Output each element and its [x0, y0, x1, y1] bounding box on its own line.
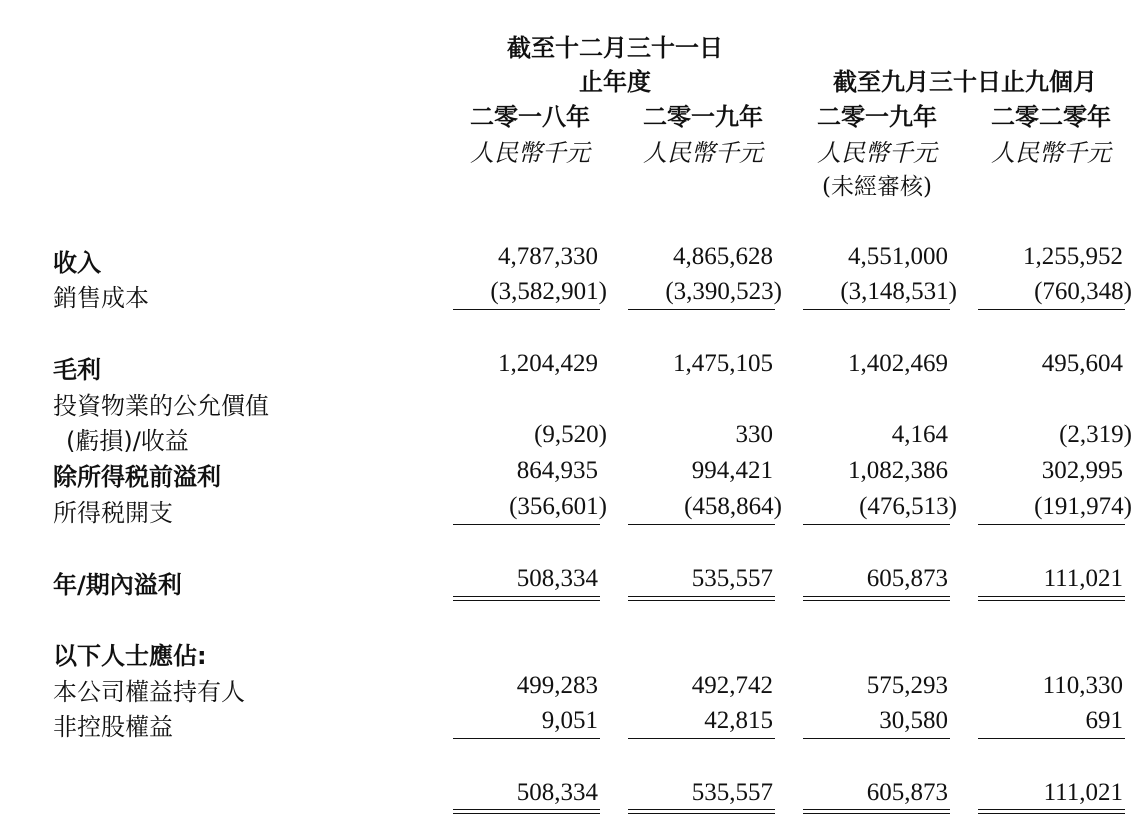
header-year-ended-line1: 截至十二月三十一日 [507, 34, 723, 62]
header-unit-col3: 人民幣千元 [817, 139, 937, 167]
row-label-income-tax: 所得税開支 [53, 499, 173, 527]
cell-revenue-2019b: 4,551,000 [848, 243, 948, 270]
cell-equity-2019a: 492,742 [691, 672, 773, 699]
row-label-profit-before-tax: 除所得税前溢利 [53, 463, 221, 491]
total-double-rule [978, 809, 1125, 814]
header-nine-months: 截至九月三十日止九個月 [833, 68, 1097, 96]
cell-equity-2020: 110,330 [1042, 672, 1123, 699]
cell-gross-2020: 495,604 [1041, 350, 1123, 377]
subtotal-rule [453, 738, 600, 739]
cell-fv-2019a: 330 [735, 421, 773, 448]
total-double-rule [628, 596, 775, 601]
cell-nci-2018: 9,051 [541, 707, 598, 734]
header-year-ended-line2: 止年度 [579, 68, 651, 96]
row-label-loss-gain: (虧損)/收益 [66, 427, 189, 455]
cell-tax-2018: (356,601) [509, 493, 607, 520]
header-unit-col4: 人民幣千元 [991, 139, 1111, 167]
header-year-2020: 二零二零年 [991, 103, 1111, 131]
subtotal-rule [628, 309, 775, 310]
cell-gross-2019b: 1,402,469 [848, 350, 948, 377]
cell-tax-2020: (191,974) [1034, 493, 1132, 520]
header-year-2018: 二零一八年 [470, 103, 590, 131]
cell-revenue-2018: 4,787,330 [498, 243, 598, 270]
cell-profit-2019b: 605,873 [866, 565, 948, 592]
row-label-cost-of-sales: 銷售成本 [53, 284, 149, 312]
cell-revenue-2019a: 4,865,628 [673, 243, 773, 270]
cell-revenue-2020: 1,255,952 [1023, 243, 1123, 270]
row-label-equity-holders: 本公司權益持有人 [53, 678, 245, 706]
cell-gross-2018: 1,204,429 [498, 350, 598, 377]
total-double-rule [803, 809, 950, 814]
subtotal-rule [628, 738, 775, 739]
cell-fv-2018: (9,520) [534, 421, 607, 448]
cell-gross-2019a: 1,475,105 [673, 350, 773, 377]
subtotal-rule [803, 524, 950, 525]
cell-fv-2020: (2,319) [1059, 421, 1132, 448]
cell-profit-2020: 111,021 [1043, 565, 1123, 592]
subtotal-rule [803, 738, 950, 739]
cell-fv-2019b: 4,164 [891, 421, 948, 448]
header-unaudited: (未經審核) [822, 174, 932, 200]
subtotal-rule [453, 309, 600, 310]
cell-cost-2020: (760,348) [1034, 278, 1132, 305]
cell-pbt-2019b: 1,082,386 [848, 457, 948, 484]
cell-tax-2019a: (458,864) [684, 493, 782, 520]
header-year-2019-a: 二零一九年 [643, 103, 763, 131]
row-label-revenue: 收入 [53, 249, 101, 277]
total-double-rule [803, 596, 950, 601]
subtotal-rule [628, 524, 775, 525]
cell-cost-2019b: (3,148,531) [840, 278, 957, 305]
cell-cost-2018: (3,582,901) [490, 278, 607, 305]
subtotal-rule [453, 524, 600, 525]
cell-profit-2019a: 535,557 [691, 565, 773, 592]
row-label-gross-profit: 毛利 [53, 356, 101, 384]
subtotal-rule [803, 309, 950, 310]
subtotal-rule [978, 524, 1125, 525]
cell-profit-2018: 508,334 [516, 565, 598, 592]
cell-nci-2019a: 42,815 [704, 707, 773, 734]
total-double-rule [978, 596, 1125, 601]
cell-total-2020: 111,021 [1043, 779, 1123, 806]
row-label-non-controlling: 非控股權益 [53, 713, 173, 741]
cell-total-2019a: 535,557 [691, 779, 773, 806]
cell-pbt-2020: 302,995 [1041, 457, 1123, 484]
row-label-attributable-to: 以下人士應佔: [53, 642, 207, 670]
total-double-rule [453, 596, 600, 601]
row-label-profit-for-period: 年/期內溢利 [53, 571, 182, 599]
cell-total-2018: 508,334 [516, 779, 598, 806]
row-label-fair-value: 投資物業的公允價值 [53, 392, 269, 420]
header-unit-col2: 人民幣千元 [643, 139, 763, 167]
subtotal-rule [978, 738, 1125, 739]
cell-equity-2019b: 575,293 [866, 672, 948, 699]
cell-nci-2019b: 30,580 [879, 707, 948, 734]
cell-tax-2019b: (476,513) [859, 493, 957, 520]
cell-equity-2018: 499,283 [516, 672, 598, 699]
cell-pbt-2019a: 994,421 [691, 457, 773, 484]
cell-pbt-2018: 864,935 [516, 457, 598, 484]
cell-total-2019b: 605,873 [866, 779, 948, 806]
cell-cost-2019a: (3,390,523) [665, 278, 782, 305]
header-year-2019-b: 二零一九年 [817, 103, 937, 131]
total-double-rule [628, 809, 775, 814]
subtotal-rule [978, 309, 1125, 310]
cell-nci-2020: 691 [1085, 707, 1123, 734]
total-double-rule [453, 809, 600, 814]
header-unit-col1: 人民幣千元 [470, 139, 590, 167]
